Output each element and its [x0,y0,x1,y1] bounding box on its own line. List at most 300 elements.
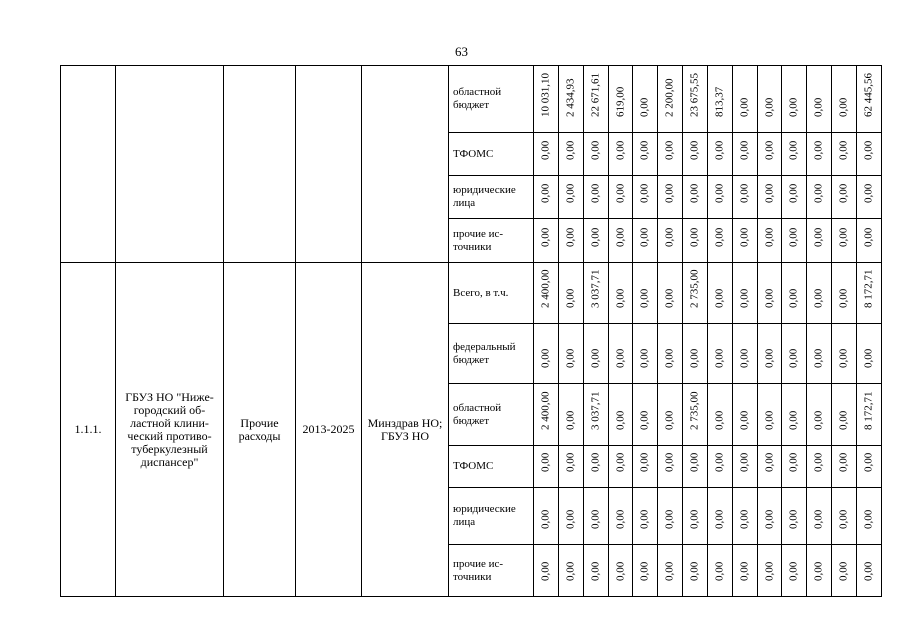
value-cell [658,176,683,219]
value-cell [633,263,658,324]
value-text: 0,00 [763,140,775,160]
value-text: 0,00 [862,452,875,472]
value-text: 0,00 [688,509,701,529]
value-text: 0,00 [713,227,726,247]
value-text: 23 675,55 [688,73,701,117]
value-cell [807,324,832,384]
value-text: 0,00 [638,452,651,472]
value-text: 2 400,00 [539,391,552,430]
value-cell [683,446,708,488]
value-cell [758,545,782,597]
value-cell [733,488,758,545]
value-text: 0,00 [738,288,751,308]
value-text: 0,00 [589,509,602,529]
value-text: 0,00 [763,452,775,472]
value-cell [559,219,584,263]
value-text: 0,00 [614,183,626,203]
value-cell [758,66,782,133]
value-cell [733,324,758,384]
value-cell [832,446,857,488]
value-cell [658,384,683,446]
value-text: 0,00 [787,288,800,308]
value-text: 0,00 [837,97,850,117]
value-text: 10 031,10 [539,73,552,117]
value-text: 0,00 [812,183,825,203]
value-cell [782,176,807,219]
value-text: 0,00 [787,452,800,472]
value-text: 0,00 [812,140,825,160]
value-cell [658,263,683,324]
value-text: 0,00 [837,183,850,203]
value-text: 0,00 [614,410,626,430]
value-cell [584,263,609,324]
value-text: 0,00 [812,561,825,581]
value-text: 0,00 [564,561,577,581]
funding-source-cell: прочие ис-точники [449,219,534,263]
value-cell [708,133,733,176]
value-cell [584,133,609,176]
value-cell [534,384,559,446]
value-text: 0,00 [614,452,626,472]
item-code-cell: 1.1.1. [61,263,116,597]
value-cell [658,219,683,263]
value-cell [559,133,584,176]
value-cell [807,219,832,263]
value-text: 0,00 [638,227,651,247]
value-cell [633,488,658,545]
value-cell [708,488,733,545]
value-cell [708,263,733,324]
funding-source-cell: федеральный бюджет [449,324,534,384]
value-cell [733,263,758,324]
value-text: 0,00 [738,348,751,368]
value-cell [559,176,584,219]
executor-cell: Минздрав НО; ГБУЗ НО [362,263,449,597]
value-cell [609,133,633,176]
value-text: 0,00 [787,140,800,160]
value-cell [708,545,733,597]
value-text: 0,00 [713,509,726,529]
value-cell [782,545,807,597]
expense-type-cell [224,66,296,263]
value-text: 0,00 [614,227,626,247]
value-cell [782,133,807,176]
value-text: 0,00 [787,348,800,368]
value-cell [733,384,758,446]
value-text: 0,00 [564,509,577,529]
value-text: 0,00 [589,183,602,203]
value-text: 0,00 [837,348,850,368]
value-text: 0,00 [812,227,825,247]
value-text: 0,00 [564,140,577,160]
value-text: 0,00 [837,410,850,430]
value-text: 62 445,56 [862,73,875,117]
value-cell [782,219,807,263]
value-text: 0,00 [638,348,651,368]
value-text: 0,00 [564,288,577,308]
value-cell [807,545,832,597]
value-cell [609,545,633,597]
value-text: 0,00 [564,452,577,472]
value-cell [683,545,708,597]
value-text: 0,00 [787,561,800,581]
value-text: 0,00 [638,509,651,529]
value-cell [559,324,584,384]
value-text: 0,00 [763,509,775,529]
value-text: 0,00 [688,227,701,247]
value-cell [708,324,733,384]
value-cell [758,133,782,176]
value-cell [683,384,708,446]
item-name-cell [116,66,224,263]
value-text: 0,00 [564,348,577,368]
value-cell [584,176,609,219]
value-text: 0,00 [564,227,577,247]
value-cell [708,66,733,133]
value-cell [733,133,758,176]
value-text: 0,00 [638,97,651,117]
value-text: 0,00 [663,509,676,529]
value-cell [832,66,857,133]
value-cell [584,488,609,545]
value-text: 619,00 [614,86,626,117]
value-cell [782,66,807,133]
value-cell [633,384,658,446]
value-text: 0,00 [663,410,676,430]
value-text: 0,00 [837,561,850,581]
value-text: 0,00 [638,183,651,203]
value-cell [782,384,807,446]
value-text: 0,00 [614,509,626,529]
value-cell [534,545,559,597]
value-cell [658,66,683,133]
value-cell [609,488,633,545]
value-text: 0,00 [837,227,850,247]
value-text: 0,00 [638,140,651,160]
value-cell [832,324,857,384]
value-text: 0,00 [713,288,726,308]
value-cell [708,384,733,446]
value-text: 2 735,00 [688,269,701,308]
value-cell [832,133,857,176]
value-cell [559,263,584,324]
value-cell [609,219,633,263]
value-text: 0,00 [539,561,552,581]
value-cell [683,66,708,133]
value-cell [683,176,708,219]
value-text: 0,00 [787,227,800,247]
value-cell [534,133,559,176]
value-text: 0,00 [663,183,676,203]
value-text: 0,00 [787,509,800,529]
table-row [61,66,882,133]
value-cell [857,446,882,488]
value-cell [807,176,832,219]
item-code-cell [61,66,116,263]
value-cell [633,133,658,176]
value-text: 0,00 [638,410,651,430]
value-cell [534,488,559,545]
value-text: 0,00 [713,452,726,472]
value-text: 813,37 [713,86,726,117]
value-cell [584,446,609,488]
value-text: 0,00 [738,452,751,472]
value-cell [857,545,882,597]
value-cell [832,219,857,263]
value-cell [534,263,559,324]
value-text: 0,00 [787,183,800,203]
value-text: 0,00 [738,183,751,203]
value-text: 0,00 [688,140,701,160]
value-text: 0,00 [589,348,602,368]
value-text: 8 172,71 [862,391,875,430]
value-cell [633,446,658,488]
value-text: 0,00 [812,410,825,430]
table-row [61,263,882,324]
value-cell [534,324,559,384]
value-text: 0,00 [812,452,825,472]
value-text: 0,00 [688,561,701,581]
value-cell [733,545,758,597]
value-cell [633,324,658,384]
value-text: 0,00 [738,97,751,117]
value-text: 0,00 [688,348,701,368]
value-cell [807,446,832,488]
value-cell [633,66,658,133]
value-text: 0,00 [688,183,701,203]
value-text: 0,00 [763,227,775,247]
value-text: 0,00 [663,288,676,308]
value-cell [609,176,633,219]
value-text: 0,00 [688,452,701,472]
value-text: 0,00 [663,348,676,368]
value-cell [534,446,559,488]
value-cell [609,66,633,133]
funding-source-cell: Всего, в т.ч. [449,263,534,324]
value-cell [609,263,633,324]
period-cell: 2013-2025 [296,263,362,597]
value-text: 0,00 [837,288,850,308]
value-text: 0,00 [738,227,751,247]
value-text: 0,00 [763,183,775,203]
value-cell [758,446,782,488]
value-cell [782,488,807,545]
value-text: 0,00 [539,509,552,529]
value-cell [782,446,807,488]
value-text: 0,00 [738,509,751,529]
value-text: 3 037,71 [589,391,602,430]
value-text: 0,00 [763,97,775,117]
value-text: 3 037,71 [589,269,602,308]
value-cell [758,324,782,384]
value-text: 0,00 [738,410,751,430]
value-cell [733,176,758,219]
value-text: 0,00 [738,561,751,581]
value-text: 0,00 [589,452,602,472]
value-cell [857,176,882,219]
value-cell [658,324,683,384]
value-cell [832,263,857,324]
value-cell [708,176,733,219]
value-cell [708,219,733,263]
value-text: 0,00 [638,288,651,308]
value-cell [832,545,857,597]
value-text: 0,00 [589,227,602,247]
value-text: 2 200,00 [663,78,676,117]
value-text: 0,00 [763,561,775,581]
value-text: 0,00 [663,452,676,472]
value-cell [832,176,857,219]
funding-source-cell: юридические лица [449,488,534,545]
value-text: 0,00 [614,348,626,368]
value-text: 0,00 [763,348,775,368]
value-text: 2 735,00 [688,391,701,430]
value-cell [633,545,658,597]
value-cell [758,263,782,324]
value-cell [658,446,683,488]
value-cell [559,545,584,597]
value-cell [733,66,758,133]
item-name-cell: ГБУЗ НО "Ниже-городский об-ластной клини-ческий противо-туберкулезный диспансер" [116,263,224,597]
value-cell [534,66,559,133]
value-cell [633,219,658,263]
executor-cell [362,66,449,263]
value-text: 0,00 [713,348,726,368]
value-text: 0,00 [614,561,626,581]
value-cell [559,66,584,133]
value-cell [857,384,882,446]
value-cell [708,446,733,488]
value-text: 0,00 [663,140,676,160]
value-text: 2 434,93 [564,78,577,117]
value-cell [609,324,633,384]
value-text: 0,00 [812,509,825,529]
value-cell [559,384,584,446]
budget-table [60,65,882,597]
value-text: 0,00 [738,140,751,160]
value-cell [807,384,832,446]
value-text: 0,00 [787,97,800,117]
value-text: 0,00 [862,561,875,581]
value-text: 0,00 [837,509,850,529]
value-text: 2 400,00 [539,269,552,308]
value-text: 0,00 [713,183,726,203]
value-cell [559,446,584,488]
value-text: 0,00 [539,183,552,203]
value-text: 0,00 [837,140,850,160]
value-cell [633,176,658,219]
value-cell [683,133,708,176]
value-cell [658,133,683,176]
value-cell [782,263,807,324]
value-cell [609,384,633,446]
period-cell [296,66,362,263]
funding-source-cell: ТФОМС [449,446,534,488]
value-text: 22 671,61 [589,73,602,117]
value-text: 0,00 [763,288,775,308]
value-cell [683,263,708,324]
value-text: 0,00 [713,410,726,430]
value-text: 0,00 [812,288,825,308]
value-text: 0,00 [812,348,825,368]
value-cell [857,263,882,324]
value-text: 0,00 [862,183,875,203]
value-text: 0,00 [638,561,651,581]
value-text: 0,00 [539,348,552,368]
funding-source-cell: областной бюджет [449,384,534,446]
page-number: 63 [455,44,468,59]
value-cell [758,176,782,219]
value-cell [584,219,609,263]
value-cell [559,488,584,545]
value-cell [584,66,609,133]
value-cell [807,133,832,176]
value-cell [857,66,882,133]
value-cell [758,488,782,545]
value-text: 0,00 [589,561,602,581]
value-text: 0,00 [663,227,676,247]
value-cell [807,263,832,324]
value-cell [857,324,882,384]
value-text: 0,00 [862,509,875,529]
value-cell [733,446,758,488]
value-cell [683,488,708,545]
value-cell [807,66,832,133]
value-text: 0,00 [614,288,626,308]
funding-source-cell: ТФОМС [449,133,534,176]
value-text: 0,00 [862,227,875,247]
value-cell [534,176,559,219]
value-text: 0,00 [539,140,552,160]
value-cell [857,133,882,176]
value-cell [534,219,559,263]
value-text: 0,00 [862,140,875,160]
value-cell [758,219,782,263]
value-text: 0,00 [787,410,800,430]
funding-source-cell: прочие ис-точники [449,545,534,597]
expense-type-cell: Прочие расходы [224,263,296,597]
value-text: 0,00 [713,140,726,160]
value-text: 0,00 [713,561,726,581]
value-text: 0,00 [763,410,775,430]
value-cell [584,324,609,384]
value-cell [782,324,807,384]
funding-source-cell: областной бюджет [449,66,534,133]
value-text: 0,00 [564,183,577,203]
value-cell [832,384,857,446]
value-cell [832,488,857,545]
value-text: 8 172,71 [862,269,875,308]
value-cell [857,488,882,545]
value-text: 0,00 [614,140,626,160]
value-cell [584,384,609,446]
funding-source-cell: юридические лица [449,176,534,219]
value-cell [733,219,758,263]
value-cell [584,545,609,597]
value-cell [683,324,708,384]
value-cell [658,545,683,597]
value-text: 0,00 [663,561,676,581]
value-text: 0,00 [589,140,602,160]
value-text: 0,00 [564,410,577,430]
value-cell [609,446,633,488]
value-cell [857,219,882,263]
value-text: 0,00 [862,348,875,368]
value-text: 0,00 [539,452,552,472]
value-text: 0,00 [837,452,850,472]
value-text: 0,00 [812,97,825,117]
value-cell [758,384,782,446]
